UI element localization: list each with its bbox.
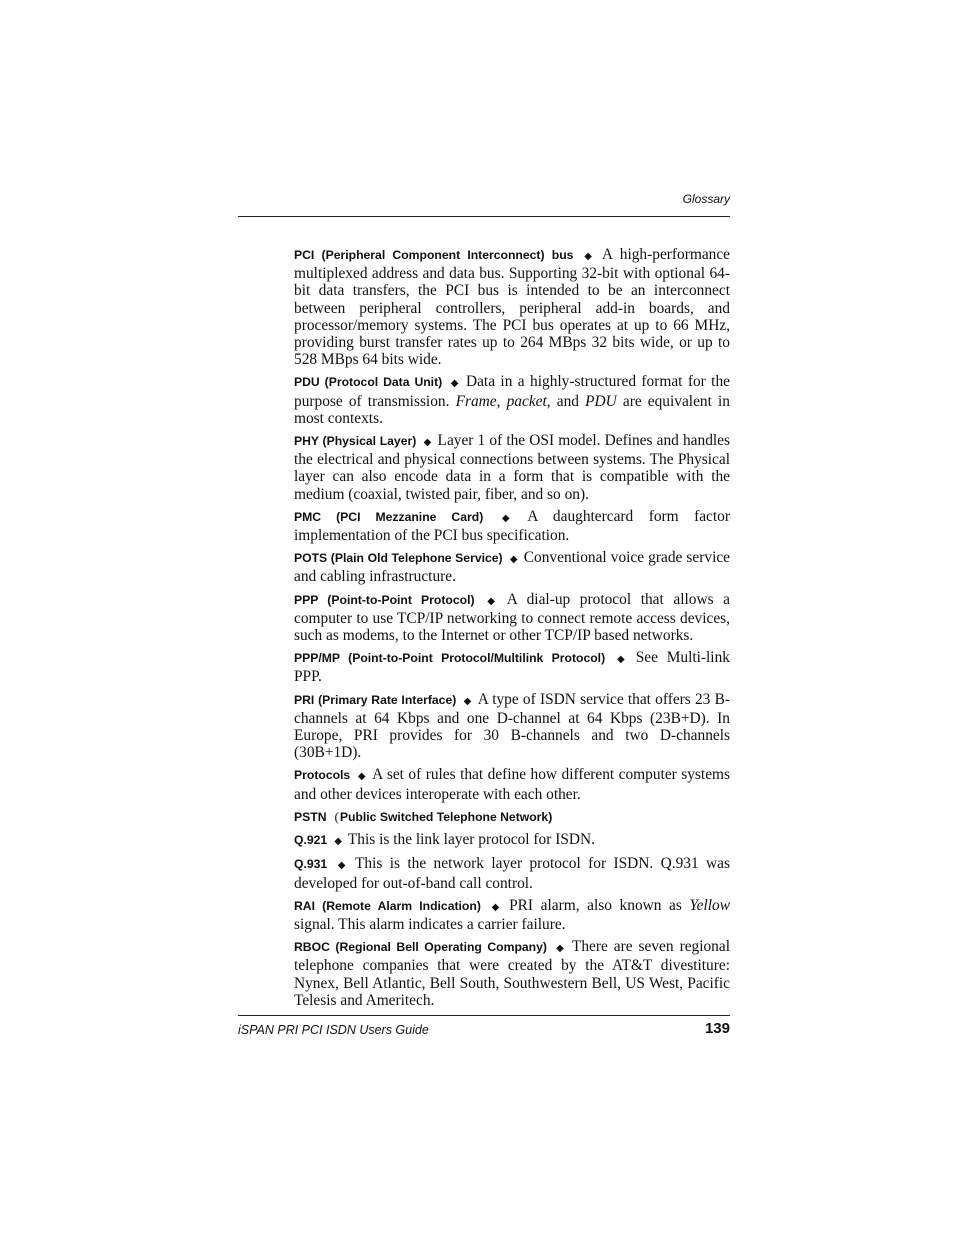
diamond-icon: ◆ — [449, 378, 460, 390]
header-rule — [238, 216, 730, 217]
glossary-definition: Conventional voice grade service and cabling infrastructure. — [294, 549, 731, 586]
glossary-entry-protocols — [294, 766, 730, 802]
glossary-entry-pots — [294, 549, 730, 585]
glossary-entry-pstn — [294, 808, 730, 826]
diamond-icon: ◆ — [357, 771, 367, 783]
diamond-icon: ◆ — [487, 901, 504, 913]
diamond-icon: ◆ — [490, 512, 522, 524]
glossary-entry-pri — [294, 691, 730, 762]
glossary-term: PPP (Point-to-Point Protocol) — [294, 592, 475, 607]
diamond-icon: ◆ — [553, 943, 566, 955]
glossary-definition: A set of rules that define how different computer systems and other devices interoperate with each other. — [294, 766, 730, 803]
glossary-definition: See Multi-link PPP. — [294, 649, 730, 686]
glossary-body — [294, 246, 730, 1014]
glossary-term: POTS (Plain Old Telephone Service) — [294, 551, 503, 566]
diamond-icon: ◆ — [463, 695, 472, 707]
glossary-term: PPP/MP (Point-to-Point Protocol/Multilink Protocol) — [294, 651, 606, 666]
glossary-term: PRI (Primary Rate Interface) — [294, 692, 457, 707]
glossary-definition: PRI alarm, also known as — [509, 896, 682, 914]
glossary-definition: Data in a highly-structured format for the purpose of transmission. — [294, 373, 730, 410]
glossary-entry-q931 — [294, 855, 730, 891]
diamond-icon: ◆ — [481, 595, 501, 607]
glossary-term: PCI (Peripheral Component Interconnect) bus — [294, 248, 574, 262]
glossary-definition: A dial-up protocol that allows a computer to use TCP/IP networking to connect remote access devices, such as modems, to the Internet or other TCP/IP based networks. — [294, 590, 730, 645]
diamond-icon: ◆ — [580, 251, 596, 262]
glossary-term: PHY (Physical Layer) — [294, 434, 417, 449]
definition-text: , — [496, 392, 501, 410]
glossary-term: PSTN — [294, 809, 327, 824]
glossary-definition: This is the network layer protocol for ISDN. Q.931 was developed for out-of-band call control. — [294, 855, 730, 892]
glossary-entry-rai — [294, 897, 730, 933]
glossary-definition: There are seven regional telephone companies that were created by the AT&T divestiture: Nynex, Bell Atlantic, Bell South, Southwestern Bell, US West, Pacific Telesis and Ameritech. — [294, 938, 730, 1009]
diamond-icon: ◆ — [509, 554, 518, 566]
emphasis-text: PDU — [585, 392, 617, 410]
glossary-entry-phy — [294, 432, 730, 503]
diamond-icon: ◆ — [334, 860, 349, 872]
definition-text: signal. This alarm indicates a carrier failure. — [294, 915, 566, 933]
glossary-definition: A type of ISDN service that offers 23 B-channels at 64 Kbps and one D-channel at 64 Kbps (23B+D). In Europe, PRI provides for 30 B-channels and two D-channels (30B+1D). — [294, 690, 730, 762]
glossary-definition: A daughtercard form factor implementation of the PCI bus specification. — [294, 507, 730, 545]
glossary-definition: Layer 1 of the OSI model. Defines and handles the electrical and physical connections between systems. The Physical layer can also encode data in a form that is compatible with the medium (coaxial, twisted pair, fiber, and so on). — [294, 432, 730, 503]
glossary-term: RAI (Remote Alarm Indication) — [294, 898, 481, 913]
footer-document-title: iSPAN PRI PCI ISDN Users Guide — [238, 1023, 429, 1037]
glossary-entry-rboc — [294, 938, 730, 1009]
glossary-entry-ppp-mp — [294, 649, 730, 685]
diamond-icon: ◆ — [423, 437, 432, 449]
definition-text: are equivalent in most contexts. — [294, 392, 730, 427]
glossary-definition: This is the link layer protocol for ISDN. — [347, 831, 595, 849]
glossary-term: Q.931 — [294, 857, 328, 872]
glossary-entry-pmc — [294, 508, 730, 544]
emphasis-text: Yellow — [689, 896, 730, 914]
glossary-entry-q921 — [294, 831, 730, 850]
diamond-icon: ◆ — [612, 654, 630, 666]
glossary-term: PDU (Protocol Data Unit) — [294, 375, 443, 390]
glossary-term: Q.921 — [294, 833, 328, 848]
glossary-entry-pdu — [294, 373, 730, 427]
running-header-section: Glossary — [682, 192, 730, 206]
glossary-definition: A high-performance multiplexed address and data bus. Supporting 32-bit with optional 64-bit data transfers, the PCI bus is intended to be an interconnect between peripheral controllers, peripheral add-in boards, and processor/memory systems. The PCI bus operates at up to 66 MHz, providing burst transfer rates up to 264 MBps 32 bits wide, or up to 528 MBps 64 bits wide. — [294, 246, 731, 369]
page-number: 139 — [704, 1020, 730, 1037]
emphasis-text: Frame — [455, 392, 497, 410]
glossary-term: PMC (PCI Mezzanine Card) — [294, 509, 484, 524]
glossary-term: Protocols — [294, 768, 351, 783]
glossary-term: RBOC (Regional Bell Operating Company) — [294, 940, 547, 955]
glossary-entry-ppp — [294, 591, 730, 645]
definition-text: , and — [546, 392, 579, 410]
footer-rule — [238, 1015, 730, 1016]
open-paren: ( — [334, 808, 339, 824]
glossary-term-expansion: Public Switched Telephone Network) — [339, 809, 553, 824]
glossary-entry-pci — [294, 246, 730, 368]
emphasis-text: packet — [506, 392, 547, 410]
diamond-icon: ◆ — [334, 836, 342, 848]
